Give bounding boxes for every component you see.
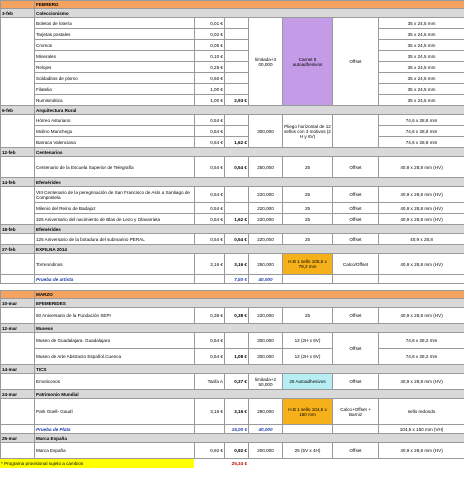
- table-row: VIII Centenario de la peregrinación de San Francisco de Asís a Santiago de Compostela 0,54 € 220,000 25 Offset 40,9 x 28,8 mm (HV): [1, 187, 464, 203]
- table-row: 325 Aniversario del nacimiento de Blas de Lezo y Olavarrieta 0,54 € 1,62 € 220,000 25 Offset 40,9 x 28,8 mm (HV): [1, 214, 464, 225]
- format-cell-highlight: H.B 1 sello 105,6 x 79,2 mm: [283, 254, 333, 275]
- grand-total: 25,34 €: [231, 461, 247, 466]
- table-row: Minerales 0,10 € 35 x 24,5 mm: [1, 51, 464, 62]
- section-header: 6-feb Arquitectura Rural: [1, 106, 464, 115]
- table-row: Tarjetas postales 0,02 € 35 x 24,5 mm: [1, 29, 464, 40]
- section-header: 12-mar Museos: [1, 324, 464, 333]
- month-header-febrero: [1, 1, 464, 9]
- month-header-marzo: [1, 291, 464, 299]
- section-header: 14-mar TICS: [1, 365, 464, 374]
- format-cell-highlight: Carnet 8 autoadhesivos: [283, 18, 333, 106]
- table-row: Barraca Valenciana 0,54 € 1,62 € 74,6 x 28,8 mm: [1, 137, 464, 148]
- table-row: Numismática 1,00 € 2,93 € 35 x 24,5 mm: [1, 95, 464, 106]
- table-row: Park Güell- Gaudí 3,16 € 3,16 € 280,000 H.B 1 sello 104,5 x 150 mm Calco+Offset + Barniz sello redondo: [1, 399, 464, 425]
- table-row: Relojes 0,25 € 35 x 24,5 mm: [1, 62, 464, 73]
- table-row: Hórreo Asturiano 0,54 € 300,000 Pliego horizontal de 12 sellos con 3 motivos (2 H y 6V) 74,6 x 28,8 mm: [1, 115, 464, 126]
- table-row: Molino Manchego 0,54 € 74,6 x 28,8 mm: [1, 126, 464, 137]
- table-row: Museo de Arte Abstracto Español.Cuenca 0,54 € 1,08 € 300,000 12 (2H x 6V) 74,6 x 28,2 mm: [1, 349, 464, 365]
- section-header: 25-mar Marca España: [1, 434, 464, 443]
- table-row: 125 Aniversario de la botadura del submarino PERAL 0,54 € 0,54 € 220,000 25 Offset 40,9 x 28,8: [1, 234, 464, 245]
- table-row: Soldaditos de plomo 0,50 € 35 x 24,5 mm: [1, 73, 464, 84]
- format-cell-highlight: 25 Autoadhesivos: [283, 374, 333, 390]
- table-row: Emoticonos Tarifa A 0,37 € limitada+2 50,000 25 Autoadhesivos Offset 40,9 x 28,8 mm (HV): [1, 374, 464, 390]
- section-header: 18-feb Efemérides: [1, 225, 464, 234]
- table-row: Boletos de lotería 0,01 € limitada+3 00,000 Carnet 8 autoadhesivos Offset 35 x 24,5 mm: [1, 18, 464, 29]
- provisional-note: * Programa provisional sujeto a cambios: [0, 459, 194, 468]
- proof-row: Prueba de Plata 15,00 € 40,000 104,5 x 150 mm (VH): [1, 425, 464, 434]
- proof-row: Prueba de artista 7,50 € 40,000: [1, 275, 464, 284]
- month-label: MARZO: [35, 291, 464, 299]
- table-row: Filatelia 1,00 € 35 x 24,5 mm: [1, 84, 464, 95]
- table-row: Torreondinos 3,16 € 3,16 € 250,000 H.B 1 sello 105,6 x 79,2 mm Calco/Offset 40,9 x 28,8 mm (HV): [1, 254, 464, 275]
- section-header: 27-feb EXFILNA 2014: [1, 245, 464, 254]
- table-row: Milenio del Reino de Badajoz 0,54 € 220,000 25 Offset 40,9 x 28,8 mm (HV): [1, 203, 464, 214]
- table-row: Centenario de la Escuela Superior de Telegrafía 0,54 € 0,54 € 250,000 25 Offset 40,9 x 28,8 mm (HV): [1, 157, 464, 178]
- section-header: 14-feb Efemérides: [1, 178, 464, 187]
- table-row: Museo de Guadalajara. Guadalajara 0,54 € 300,000 12 (2H x 6V) Offset 74,6 x 28,2 mm: [1, 333, 464, 349]
- section-header: 10-mar EFEMERIDES: [1, 299, 464, 308]
- section-header: 12-feb Centenarios: [1, 148, 464, 157]
- footer-note: [0, 459, 464, 468]
- section-header: 24-mar Patrimonio Mundial: [1, 390, 464, 399]
- table-row: 50 Aniversario de la Fundación SEPI 0,38 € 0,38 € 220,000 25 Offset 40,9 x 28,8 mm (HV): [1, 308, 464, 324]
- table-row: Cromos 0,05 € 35 x 24,5 mm: [1, 40, 464, 51]
- month-label: FEBRERO: [35, 1, 464, 9]
- table-row: Marca España 0,92 € 0,92 € 200,000 25 (5V x 4H) Offset 40,9 x 28,8 mm (HV): [1, 443, 464, 459]
- format-cell-highlight: H.B 1 sello 104,5 x 150 mm: [283, 399, 333, 425]
- section-header: 3-feb Coleccionismo: [1, 9, 464, 18]
